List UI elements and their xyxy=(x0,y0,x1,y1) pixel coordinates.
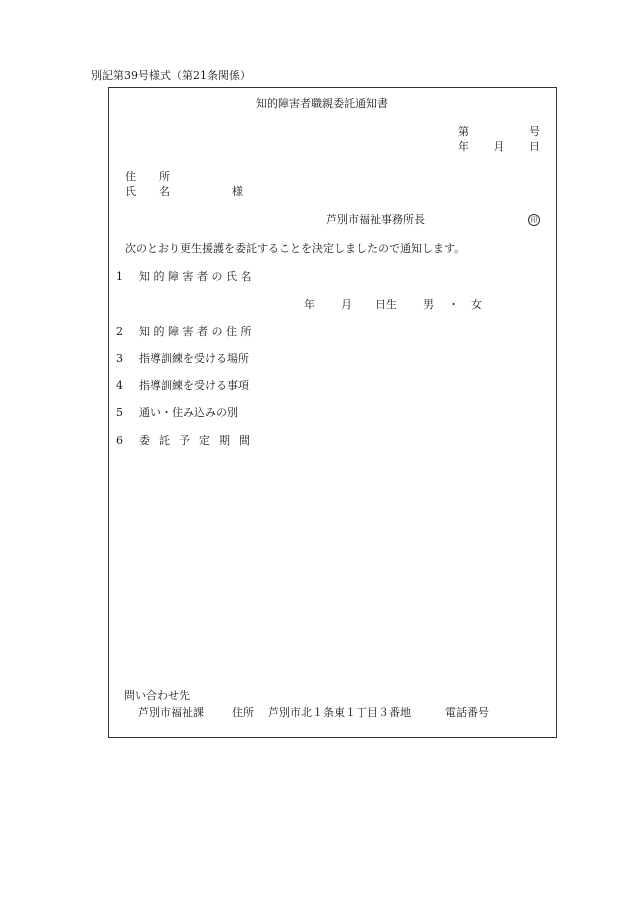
contact-department: 芦別市福祉課 xyxy=(138,706,204,719)
document-date xyxy=(458,140,540,153)
recipient-address-label: 住 所 xyxy=(125,170,176,183)
recipient-honorific: 様 xyxy=(232,185,243,198)
birth-year: 年 xyxy=(304,298,315,311)
seal-mark: 印 xyxy=(528,214,540,226)
item-number: 6 xyxy=(116,434,123,447)
sex-separator: ・ xyxy=(448,298,459,311)
item-number: 5 xyxy=(116,406,123,419)
item-label: 通い・住み込みの別 xyxy=(139,406,238,419)
sex-female: 女 xyxy=(471,298,482,311)
recipient-name-label: 氏 名 xyxy=(125,185,176,198)
document-title: 知的障害者職親委託通知書 xyxy=(256,97,388,110)
item-number: 2 xyxy=(116,325,123,338)
item-number: 1 xyxy=(116,270,123,283)
item-label: 指導訓練を受ける場所 xyxy=(139,352,249,365)
item-number: 4 xyxy=(116,379,123,392)
item-label: 委託予定期間 xyxy=(139,434,259,447)
number-prefix: 第 xyxy=(458,125,469,138)
item-label: 知的障害者の氏名 xyxy=(139,270,255,283)
number-suffix: 号 xyxy=(529,125,540,138)
birth-month: 月 xyxy=(341,298,352,311)
contact-heading: 問い合わせ先 xyxy=(124,689,190,702)
contact-address: 芦別市北１条東１丁目３番地 xyxy=(268,706,411,719)
date-year: 年 xyxy=(458,140,469,153)
form-label: 別記第39号様式（第21条関係） xyxy=(91,69,251,82)
sex-male: 男 xyxy=(423,298,434,311)
item-label: 知的障害者の住所 xyxy=(139,325,255,338)
contact-address-label: 住所 xyxy=(232,706,254,719)
contact-phone-label: 電話番号 xyxy=(445,706,489,719)
date-day: 日 xyxy=(529,140,540,153)
notice-body-text: 次のとおり更生援護を委託することを決定しましたので通知します。 xyxy=(125,242,466,255)
item-label: 指導訓練を受ける事項 xyxy=(139,379,249,392)
issuer-name: 芦別市福祉事務所長 xyxy=(326,213,425,226)
birth-day: 日生 xyxy=(375,298,397,311)
item-number: 3 xyxy=(116,352,123,365)
document-number xyxy=(458,125,540,138)
date-month: 月 xyxy=(493,140,505,153)
